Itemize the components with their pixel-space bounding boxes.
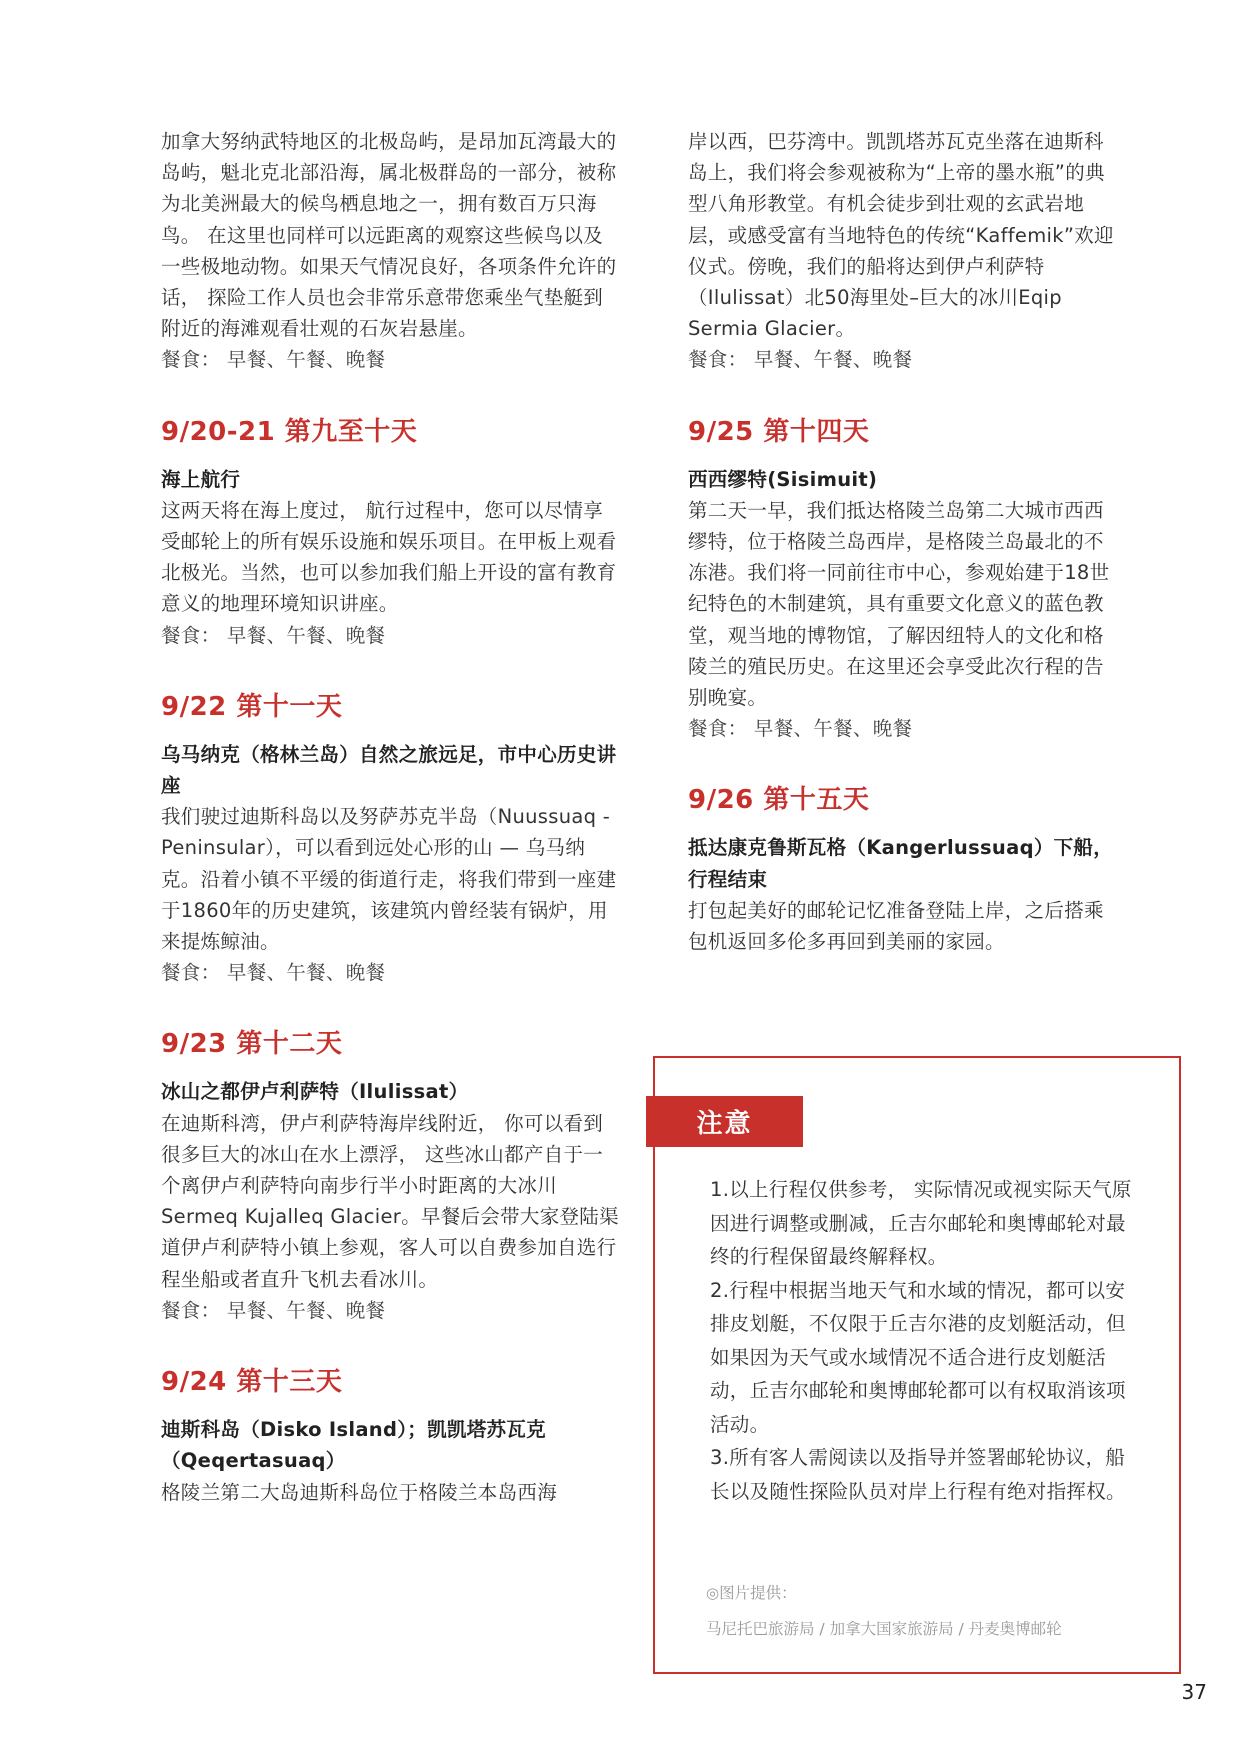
day-subtitle: 西西缪特(Sisimuit) bbox=[688, 467, 878, 491]
day-subtitle: 抵达康克鲁斯瓦格（Kangerlussuaq）下船，行程结束 bbox=[688, 836, 1114, 891]
left-column bbox=[161, 126, 621, 1508]
day-9-25-section bbox=[688, 416, 1118, 745]
copyright-circle-icon: ◎ bbox=[706, 1584, 720, 1602]
day-title: 9/20-21 第九至十天 bbox=[161, 416, 418, 447]
meal-line: 餐食： 早餐、午餐、晚餐 bbox=[161, 1298, 386, 1322]
intro-section bbox=[161, 126, 621, 376]
intro-paragraph: 加拿大努纳武特地区的北极岛屿，是昂加瓦湾最大的岛屿，魁北克北部沿海，属北极群岛的一部分，被称为北美洲最大的候鸟栖息地之一，拥有数百万只海鸟。 在这里也同样可以远距离的观察这些候鸟以及一些极地动物。如果天气情况良好，各项条件允许的话， 探险工作人员也会非常乐意带您乘坐气垫艇到附近的海滩观看壮观的石灰岩悬崖。 bbox=[161, 130, 617, 341]
notice-tab: 注意 bbox=[646, 1096, 803, 1147]
day-9-23-section bbox=[161, 1028, 621, 1326]
notice-item: 1.以上行程仅供参考， 实际情况或视实际天气原因进行调整或删减，丘吉尔邮轮和奥博邮轮对最终的行程保留最终解释权。 bbox=[710, 1178, 1132, 1268]
continuation-section bbox=[688, 126, 1118, 376]
day-subtitle: 海上航行 bbox=[161, 467, 241, 491]
day-title: 9/25 第十四天 bbox=[688, 416, 870, 447]
meal-line: 餐食： 早餐、午餐、晚餐 bbox=[161, 348, 386, 372]
day-9-20-section bbox=[161, 416, 621, 651]
day-paragraph: 我们驶过迪斯科岛以及努萨苏克半岛（Nuussuaq -Peninsular），可以看到远处心形的山 — 乌马纳克。沿着小镇不平缓的街道行走，将我们带到一座建于1860年的历史建筑，该建筑内曾经装有锅炉，用来提炼鲸油。 bbox=[161, 805, 617, 954]
day-title: 9/24 第十三天 bbox=[161, 1367, 343, 1398]
meal-line: 餐食： 早餐、午餐、晚餐 bbox=[688, 717, 913, 741]
meal-line: 餐食： 早餐、午餐、晚餐 bbox=[161, 961, 386, 985]
day-title: 9/26 第十五天 bbox=[688, 785, 870, 816]
day-9-22-section bbox=[161, 691, 621, 989]
notice-body bbox=[710, 1173, 1140, 1508]
meal-line: 餐食： 早餐、午餐、晚餐 bbox=[688, 348, 913, 372]
day-paragraph: 格陵兰第二大岛迪斯科岛位于格陵兰本岛西海 bbox=[161, 1480, 558, 1504]
day-title: 9/22 第十一天 bbox=[161, 691, 343, 722]
right-column bbox=[688, 126, 1118, 957]
photo-credit-label: 图片提供： bbox=[719, 1584, 797, 1602]
notice-item: 2.行程中根据当地天气和水域的情况，都可以安排皮划艇，不仅限于丘吉尔港的皮划艇活动，但如果因为天气或水域情况不适合进行皮划艇活动，丘吉尔邮轮和奥博邮轮都可以有权取消该项活动。 bbox=[710, 1278, 1126, 1436]
day-subtitle: 乌马纳克（格林兰岛）自然之旅远足，市中心历史讲座 bbox=[161, 742, 617, 798]
day-9-26-section bbox=[688, 784, 1118, 957]
photo-credit-heading bbox=[706, 1575, 1156, 1611]
day-paragraph: 第二天一早，我们抵达格陵兰岛第二大城市西西缪特，位于格陵兰岛西岸，是格陵兰岛最北的不冻港。我们将一同前往市中心，参观始建于18世纪特色的木制建筑，具有重要文化意义的蓝色教堂，观当地的博物馆，了解因纽特人的文化和格陵兰的殖民历史。在这里还会享受此次行程的告别晚宴。 bbox=[688, 498, 1110, 710]
page-number: 37 bbox=[1181, 1680, 1207, 1704]
day-paragraph: 在迪斯科湾，伊卢利萨特海岸线附近， 你可以看到很多巨大的冰山在水上漂浮， 这些冰山都产自于一个离伊卢利萨特向南步行半小时距离的大冰川Sermeq Kujalleq Glacier。早餐后会带大家登陆渠道伊卢利萨特小镇上参观，客人可以自费参加自选行程坐船或者直升飞机去看冰川。 bbox=[161, 1111, 619, 1291]
day-9-24-section bbox=[161, 1366, 621, 1508]
day-subtitle: 冰山之都伊卢利萨特（Ilulissat） bbox=[161, 1080, 469, 1104]
meal-line: 餐食： 早餐、午餐、晚餐 bbox=[161, 623, 386, 647]
day-paragraph: 打包起美好的邮轮记忆准备登陆上岸，之后搭乘包机返回多伦多再回到美丽的家园。 bbox=[688, 898, 1104, 954]
photo-credit-sources: 马尼托巴旅游局 / 加拿大国家旅游局 / 丹麦奥博邮轮 bbox=[706, 1620, 1062, 1638]
notice-item: 3.所有客人需阅读以及指导并签署邮轮协议，船长以及随性探险队员对岸上行程有绝对指挥权。 bbox=[710, 1446, 1126, 1503]
day-title: 9/23 第十二天 bbox=[161, 1029, 343, 1060]
photo-credit bbox=[706, 1575, 1156, 1647]
continuation-paragraph: 岸以西，巴芬湾中。凯凯塔苏瓦克坐落在迪斯科岛上，我们将会参观被称为“上帝的墨水瓶”的典型八角形教堂。有机会徒步到壮观的玄武岩地层，或感受富有当地特色的传统“Kaffemik”欢迎仪式。傍晚，我们的船将达到伊卢利萨特（Ilulissat）北50海里处–巨大的冰川Eqip Sermia Glacier。 bbox=[688, 130, 1114, 341]
day-subtitle: 迪斯科岛（Disko Island）；凯凯塔苏瓦克（Qeqertasuaq） bbox=[161, 1418, 546, 1473]
day-paragraph: 这两天将在海上度过， 航行过程中，您可以尽情享受邮轮上的所有娱乐设施和娱乐项目。在甲板上观看北极光。当然，也可以参加我们船上开设的富有教育意义的地理环境知识讲座。 bbox=[161, 498, 617, 616]
